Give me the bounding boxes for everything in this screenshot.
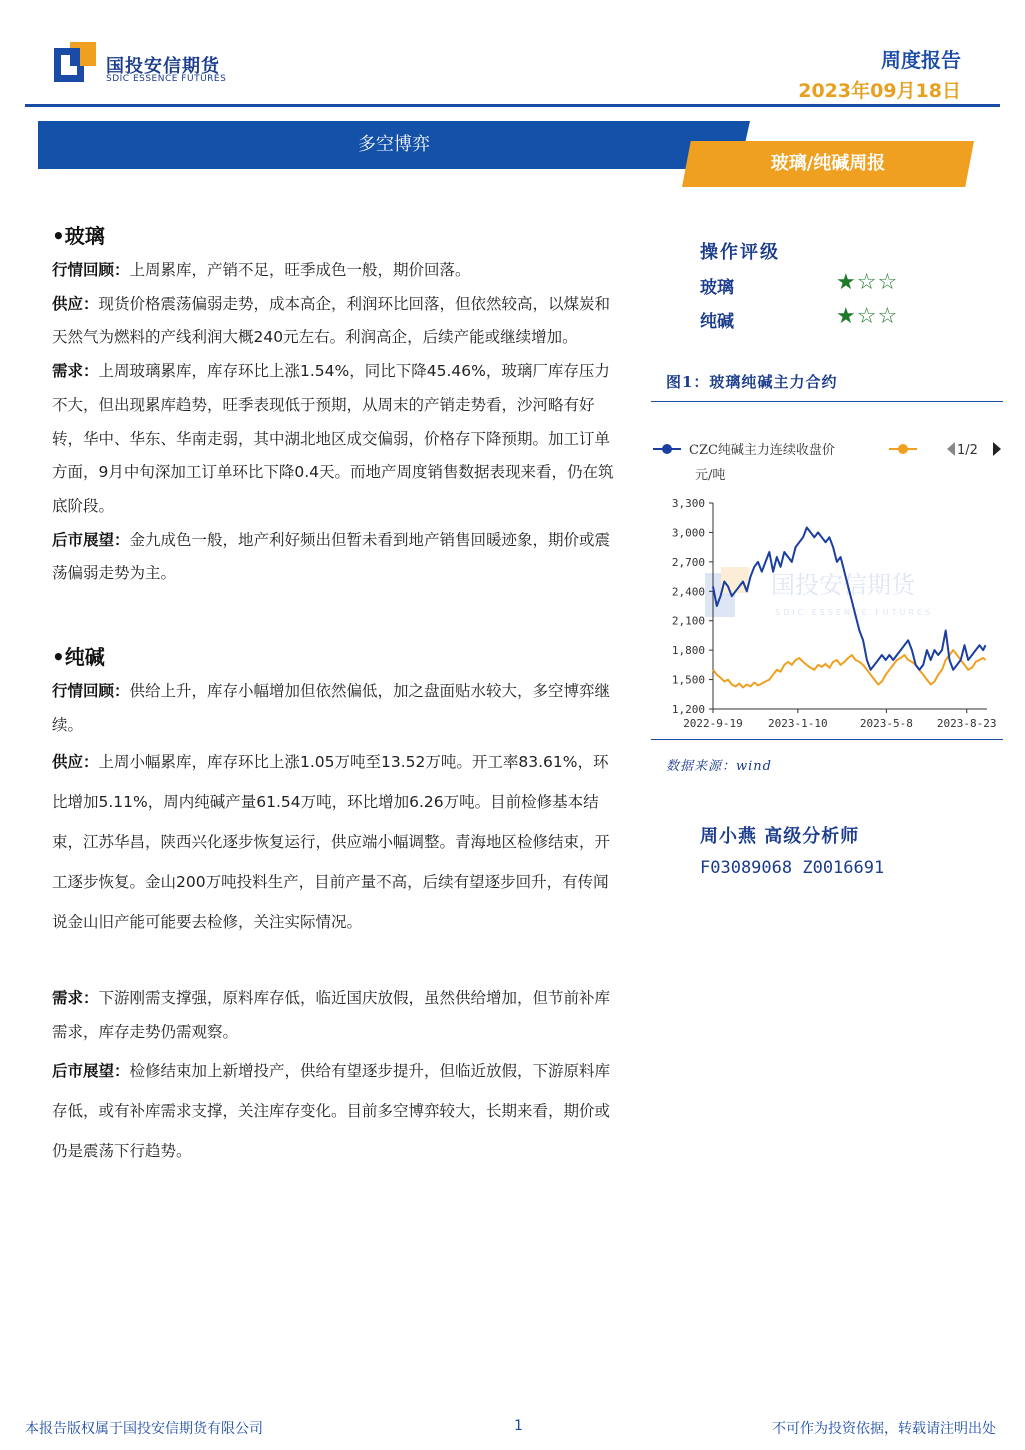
y-tick-label: 1,800: [671, 644, 705, 658]
section-title-soda: •纯碱: [52, 645, 105, 669]
rating-name-glass: 玻璃: [700, 278, 734, 298]
label: 需求：: [52, 989, 99, 1007]
label: 供应：: [52, 294, 99, 313]
banner-subtitle: 玻璃/纯碱周报: [770, 153, 886, 174]
section-title-glass: •玻璃: [52, 224, 105, 248]
y-tick-label: 1,500: [671, 673, 705, 687]
watermark-text: 国投安信期货: [771, 571, 915, 599]
text: 检修结束加上新增投产，供给有望逐步提升，但临近放假，下游原料库存低，或有补库需求支撑，关注库存变化。目前多空博弈较大，长期来看，期价或仍是震荡下行趋势。: [52, 1062, 611, 1160]
rating-stars-glass: ★☆☆: [836, 270, 899, 295]
analyst-name: 周小燕 高级分析师: [700, 826, 860, 847]
x-tick-label: 2023-5-8: [859, 717, 913, 730]
glass-demand: [52, 355, 614, 524]
x-tick-label: 2023-8-23: [936, 717, 997, 730]
soda-demand: [52, 981, 614, 1049]
footer-page-number: 1: [514, 1418, 523, 1434]
soda-outlook-block: [52, 1051, 614, 1171]
rating-name-soda: 纯碱: [700, 312, 734, 332]
text: 金九成色一般，地产利好频出但暂未看到地产销售回暖迹象，期价或震荡偏弱走势为主。: [52, 530, 611, 583]
banner-title: 多空博弈: [358, 134, 430, 155]
label: 后市展望：: [52, 530, 130, 549]
y-tick-label: 3,000: [671, 526, 705, 540]
logo-chinese-name: 国投安信期货: [106, 56, 220, 77]
legend-marker-series-1: [662, 444, 672, 454]
legend-marker-series-2: [898, 444, 908, 454]
glass-section: [52, 254, 614, 591]
figure-title: 图1：玻璃纯碱主力合约: [666, 373, 838, 391]
label: 后市展望：: [52, 1062, 130, 1080]
text: 上周小幅累库，库存环比上涨1.05万吨至13.52万吨。开工率83.61%，环比增加5.11%，周内纯碱产量61.54万吨，环比增加6.26万吨。目前检修基本结束，江苏华昌，陕西兴化逐步恢复运行，供应端小幅调整。青海地区检修结束，开工逐步恢复。金山200万吨投料生产，目前产量不高，后续有望逐步回升，有传闻说金山旧产能可能要去检修，关注实际情况。: [52, 753, 611, 931]
label: 需求：: [52, 362, 99, 381]
glass-outlook: [52, 524, 614, 591]
company-logo: [54, 42, 96, 84]
glass-market-review: [52, 254, 614, 288]
soda-demand-block: [52, 981, 614, 1049]
legend-next-arrow-icon[interactable]: [993, 442, 1001, 456]
rating-title: 操作评级: [700, 242, 780, 263]
price-chart: [651, 405, 1003, 737]
text: 现货价格震荡偏弱走势，成本高企，利润环比回落，但依然较高，以煤炭和天然气为燃料的产线利润大概240元左右。利润高企，后续产能或继续增加。: [52, 294, 611, 347]
y-axis-unit-label: 元/吨: [695, 468, 726, 483]
y-tick-label: 2,100: [671, 614, 705, 628]
y-tick-label: 2,700: [671, 555, 705, 569]
x-tick-label: 2022-9-19: [683, 717, 743, 730]
figure-bottom-rule: [651, 739, 1003, 740]
y-tick-label: 1,200: [671, 703, 705, 716]
header-divider: [25, 104, 1000, 107]
y-tick-label: 3,300: [671, 497, 705, 510]
label: 供应：: [52, 753, 99, 771]
chart-watermark: [705, 567, 933, 617]
soda-supply: [52, 742, 614, 942]
y-tick-label: 2,400: [671, 585, 705, 599]
soda-market-block: [52, 675, 614, 742]
label: 行情回顾：: [52, 261, 130, 279]
analyst-license: F03089068 Z0016691: [700, 858, 885, 878]
label: 行情回顾：: [52, 682, 130, 700]
text: 下游刚需支撑强，原料库存低，临近国庆放假，虽然供给增加，但节前补库需求，库存走势仍需观察。: [52, 989, 611, 1041]
series-line-2: [713, 650, 986, 687]
legend-pager: 1/2: [957, 443, 978, 458]
logo-english-name: SDIC ESSENCE FUTURES: [106, 74, 227, 84]
text: 上周玻璃累库，库存环比上涨1.54%，同比下降45.46%，玻璃厂库存压力不大，但出现累库趋势，旺季表现低于预期，从周末的产销走势看，沙河略有好转，华中、华东、华南走弱，其中湖北地区成交偏弱，价格存下降预期。加工订单方面，9月中旬深加工订单环比下降0.4天。而地产周度销售数据表现来看，仍在筑底阶段。: [52, 362, 614, 515]
legend-label-series-1: CZC纯碱主力连续收盘价: [689, 443, 835, 458]
glass-supply: [52, 288, 614, 355]
legend-prev-arrow-icon[interactable]: [947, 442, 955, 456]
rating-stars-soda: ★☆☆: [836, 304, 899, 329]
soda-supply-block: [52, 742, 614, 942]
footer-disclaimer: 不可作为投资依据，转载请注明出处: [772, 1421, 996, 1437]
footer-copyright: 本报告版权属于国投安信期货有限公司: [25, 1421, 263, 1437]
text: 上周累库，产销不足，旺季成色一般，期价回落。: [129, 261, 471, 279]
figure-top-rule: [651, 401, 1003, 402]
data-source: 数据来源：wind: [666, 759, 772, 774]
x-tick-label: 2023-1-10: [768, 717, 828, 730]
text: 供给上升，库存小幅增加但依然偏低，加之盘面贴水较大，多空博弈继续。: [52, 682, 611, 734]
soda-market-review: [52, 675, 614, 742]
report-type: 周度报告: [881, 48, 961, 72]
report-date: 2023年09月18日: [798, 80, 961, 102]
watermark-subtext: SDIC ESSENCE FUTURES: [775, 608, 934, 617]
soda-outlook: [52, 1051, 614, 1171]
